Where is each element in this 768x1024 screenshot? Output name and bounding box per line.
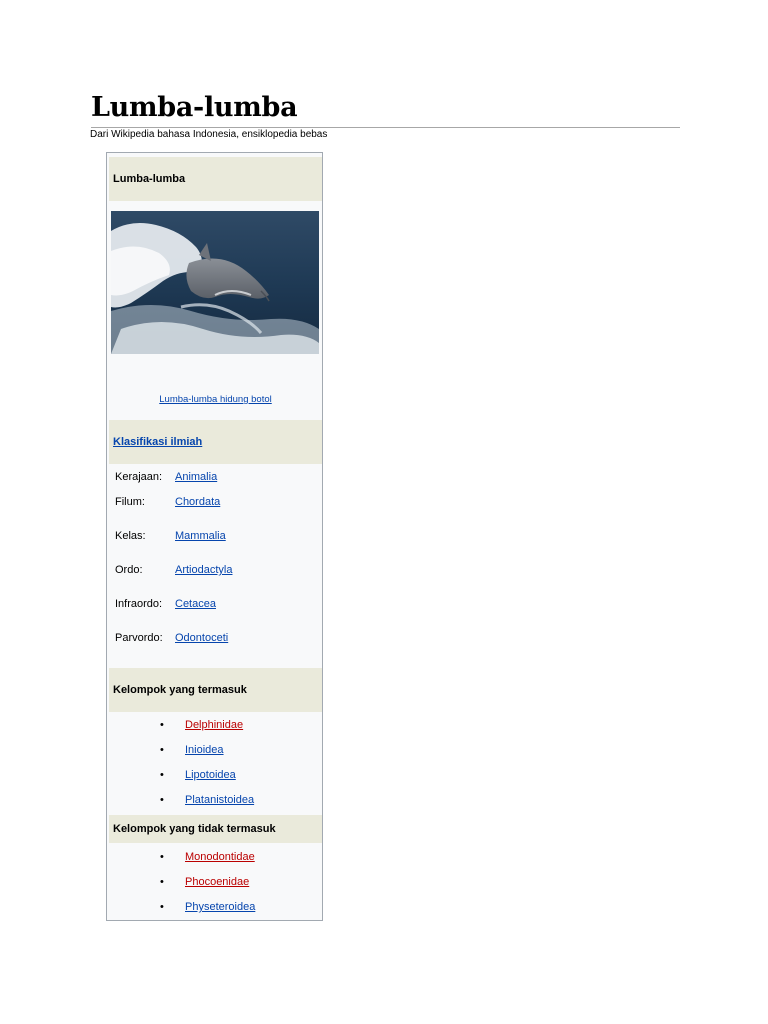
list-item: [107, 851, 320, 867]
list-item: [107, 901, 320, 917]
taxon-group-link[interactable]: Delphinidae: [185, 719, 244, 731]
excluded-groups-header: Kelompok yang tidak termasuk: [109, 815, 322, 843]
bullet-icon: •: [160, 769, 164, 781]
taxon-link[interactable]: Cetacea: [175, 598, 216, 610]
infobox: [106, 152, 323, 921]
rank-label: Ordo:: [115, 564, 143, 576]
taxon-group-link[interactable]: Inioidea: [185, 744, 224, 756]
dolphin-photo: [111, 211, 319, 354]
list-item: [107, 876, 320, 892]
infobox-header: Lumba-lumba: [109, 157, 322, 201]
classification-row: [115, 632, 320, 648]
classification-row: [115, 496, 320, 512]
rank-label: Kerajaan:: [115, 471, 163, 483]
bullet-icon: •: [160, 744, 164, 756]
taxon-group-link[interactable]: Lipotoidea: [185, 769, 236, 781]
bullet-icon: •: [160, 876, 164, 888]
list-item: [107, 744, 320, 760]
rank-label: Filum:: [115, 496, 145, 508]
bullet-icon: •: [160, 794, 164, 806]
page-title: Lumba-lumba: [91, 92, 298, 123]
included-groups-header: Kelompok yang termasuk: [109, 668, 322, 712]
classification-row: [115, 530, 320, 546]
list-item: [107, 794, 320, 810]
classification-row: [115, 598, 320, 614]
page-tagline: Dari Wikipedia bahasa Indonesia, ensiklopedia bebas: [90, 129, 328, 140]
taxon-group-link[interactable]: Platanistoidea: [185, 794, 255, 806]
taxon-group-link[interactable]: Monodontidae: [185, 851, 255, 863]
taxon-group-link[interactable]: Phocoenidae: [185, 876, 250, 888]
taxon-link[interactable]: Animalia: [175, 471, 218, 483]
rank-label: Infraordo:: [115, 598, 163, 610]
classification-row: [115, 471, 320, 487]
classification-header: [109, 420, 322, 464]
taxon-link[interactable]: Mammalia: [175, 530, 226, 542]
rank-label: Kelas:: [115, 530, 146, 542]
bullet-icon: •: [160, 719, 164, 731]
bullet-icon: •: [160, 851, 164, 863]
taxon-link[interactable]: Chordata: [175, 496, 221, 508]
taxon-link[interactable]: Artiodactyla: [175, 564, 233, 576]
bullet-icon: •: [160, 901, 164, 913]
classification-row: [115, 564, 320, 580]
list-item: [107, 769, 320, 785]
list-item: [107, 719, 320, 735]
image-caption: [109, 394, 322, 405]
classification-header-link[interactable]: Klasifikasi ilmiah: [113, 436, 203, 448]
rank-label: Parvordo:: [115, 632, 163, 644]
taxon-group-link[interactable]: Physeteroidea: [185, 901, 256, 913]
taxon-link[interactable]: Odontoceti: [175, 632, 229, 644]
image-caption-link[interactable]: Lumba-lumba hidung botol: [159, 394, 272, 405]
